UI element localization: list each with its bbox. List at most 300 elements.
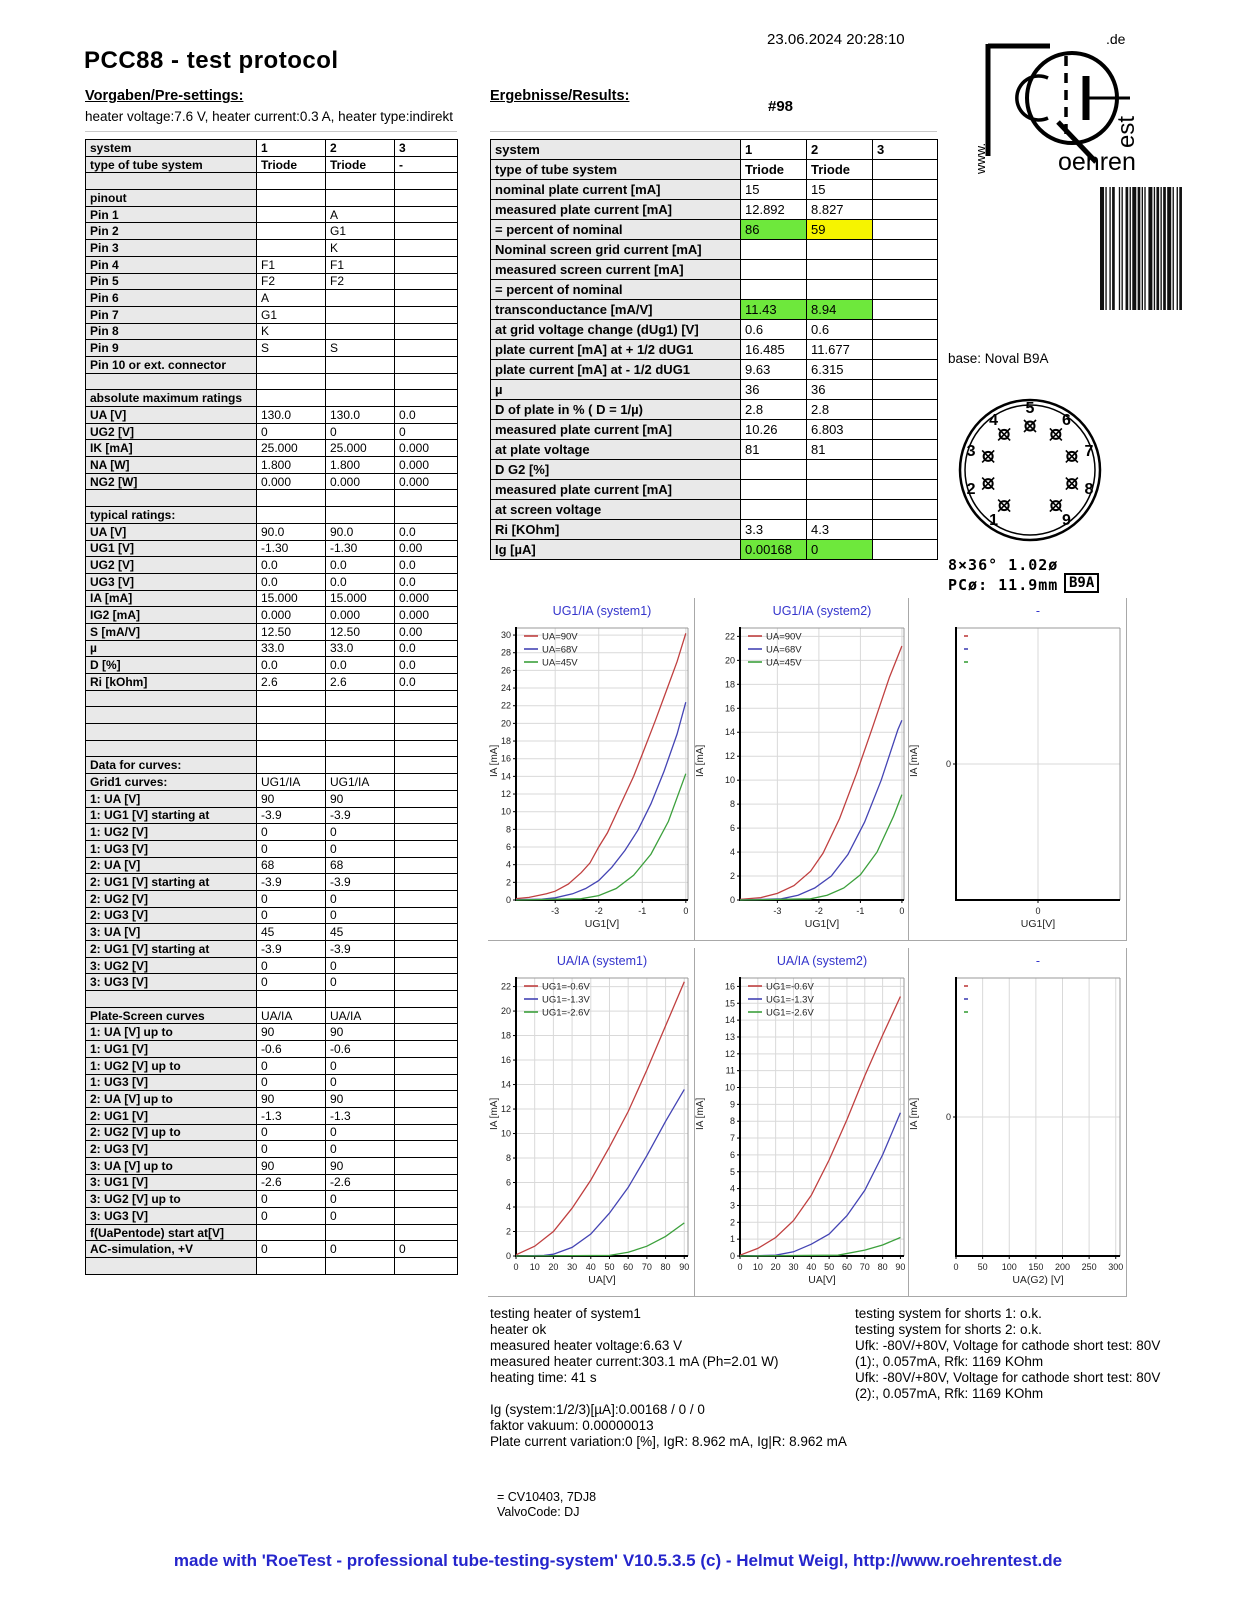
row-label: 2: UG3 [V] <box>86 1141 257 1158</box>
row-label: Pin 3 <box>86 240 257 257</box>
table-row <box>491 340 938 360</box>
row-label: system <box>86 140 257 157</box>
chart-plot <box>488 622 694 920</box>
row-label: type of tube system <box>491 160 741 180</box>
chart-title: - <box>1035 954 1041 968</box>
table-row <box>86 1124 458 1141</box>
svg-text:0: 0 <box>945 1112 951 1122</box>
row-value-1: 0 <box>257 974 326 991</box>
row-value-2 <box>326 991 395 1008</box>
svg-text:0: 0 <box>899 906 905 916</box>
row-value-2: 45 <box>326 924 395 941</box>
text-line: (2):, 0.057mA, Rfk: 1169 KOhm <box>855 1386 1044 1401</box>
svg-text:0: 0 <box>1035 906 1041 916</box>
row-label: f(UaPentode) start at[V] <box>86 1224 257 1241</box>
row-value-2 <box>326 190 395 207</box>
row-value-1: 25.000 <box>257 440 326 457</box>
row-label: system <box>491 140 741 160</box>
row-label: UA [V] <box>86 523 257 540</box>
row-value-2: 2.8 <box>807 400 873 420</box>
table-row <box>86 156 458 173</box>
table-row <box>86 957 458 974</box>
svg-text:UG1=-2.6V: UG1=-2.6V <box>766 1007 814 1019</box>
row-value-2 <box>807 500 873 520</box>
svg-text:5: 5 <box>729 1166 735 1177</box>
row-value-3 <box>395 824 458 841</box>
svg-text:UA=45V: UA=45V <box>542 657 578 669</box>
row-label: nominal plate current [mA] <box>491 180 741 200</box>
pin-1 <box>989 500 1010 530</box>
row-value-2: 0.000 <box>326 607 395 624</box>
row-value-1: 12.892 <box>741 200 807 220</box>
row-value-2: 0 <box>326 890 395 907</box>
row-value-2: F1 <box>326 256 395 273</box>
pin-6 <box>1050 412 1071 441</box>
row-value-1: 1.800 <box>257 457 326 474</box>
row-value-1: Triode <box>257 156 326 173</box>
table-row <box>491 500 938 520</box>
row-label: type of tube system <box>86 156 257 173</box>
table-row <box>86 256 458 273</box>
row-value-2: 15 <box>807 180 873 200</box>
row-value-3: 0 <box>395 423 458 440</box>
row-label: D of plate in % ( D = 1/µ) <box>491 400 741 420</box>
svg-text:3: 3 <box>729 1200 735 1211</box>
row-value-2: -3.9 <box>326 807 395 824</box>
table-row <box>491 540 938 560</box>
row-value-1: 0.00168 <box>741 540 807 560</box>
row-value-3 <box>395 890 458 907</box>
row-value-1: 15 <box>741 180 807 200</box>
table-row <box>86 223 458 240</box>
row-value-3 <box>395 724 458 741</box>
svg-text:-2: -2 <box>814 906 823 916</box>
report-datetime: 23.06.2024 20:28:10 <box>767 31 905 48</box>
table-row <box>86 1074 458 1091</box>
text-line: faktor vakuum: 0.00000013 <box>490 1418 654 1433</box>
base-caption-2: PCø: 11.9mm <box>948 576 1059 594</box>
row-value-2 <box>326 490 395 507</box>
table-row <box>491 260 938 280</box>
row-value-3 <box>395 1124 458 1141</box>
row-value-2: 68 <box>326 857 395 874</box>
table-row <box>86 457 458 474</box>
svg-text:30: 30 <box>788 1262 799 1272</box>
row-value-1 <box>741 480 807 500</box>
row-label: Pin 7 <box>86 306 257 323</box>
row-value-3 <box>873 320 938 340</box>
row-value-2 <box>326 306 395 323</box>
row-value-1: 0 <box>257 1191 326 1208</box>
row-value-1: F1 <box>257 256 326 273</box>
svg-text:-3: -3 <box>551 906 560 916</box>
table-row <box>491 240 938 260</box>
results-table <box>490 139 938 560</box>
svg-text:14: 14 <box>724 727 735 738</box>
svg-text:2: 2 <box>729 1217 735 1228</box>
table-row <box>86 1174 458 1191</box>
row-value-2 <box>326 507 395 524</box>
svg-text:70: 70 <box>641 1262 652 1272</box>
row-value-1 <box>257 206 326 223</box>
row-label <box>86 490 257 507</box>
table-row <box>86 657 458 674</box>
table-row <box>86 590 458 607</box>
row-value-1: A <box>257 290 326 307</box>
row-label: Pin 8 <box>86 323 257 340</box>
tube-serial-number: #98 <box>768 98 794 115</box>
row-label: 3: UA [V] <box>86 924 257 941</box>
chart-title: UA/IA (system1) <box>556 954 648 968</box>
row-label: D G2 [%] <box>491 460 741 480</box>
row-value-1: 0 <box>257 957 326 974</box>
row-value-3 <box>395 974 458 991</box>
svg-text:8: 8 <box>1084 481 1094 499</box>
row-value-3: 0.0 <box>395 557 458 574</box>
row-value-1 <box>257 991 326 1008</box>
pin-7 <box>1066 443 1094 463</box>
row-value-1: 90 <box>257 790 326 807</box>
row-label: transconductance [mA/V] <box>491 300 741 320</box>
row-label: Pin 9 <box>86 340 257 357</box>
row-value-1: 0 <box>257 1241 326 1258</box>
row-value-3 <box>395 373 458 390</box>
row-label: UG2 [V] <box>86 557 257 574</box>
table-row <box>86 890 458 907</box>
chart- <box>908 598 1127 941</box>
row-value-2: 6.315 <box>807 360 873 380</box>
page-title: PCC88 - test protocol <box>84 47 339 74</box>
row-value-3 <box>873 520 938 540</box>
table-row <box>491 180 938 200</box>
table-row <box>86 323 458 340</box>
row-value-2: 8.827 <box>807 200 873 220</box>
row-value-3: 0.0 <box>395 674 458 691</box>
table-row <box>86 407 458 424</box>
row-value-2 <box>807 260 873 280</box>
table-row <box>86 874 458 891</box>
row-label: IG2 [mA] <box>86 607 257 624</box>
row-value-2: 0 <box>326 423 395 440</box>
row-label: 3: UG2 [V] <box>86 957 257 974</box>
svg-text:6: 6 <box>505 1177 511 1188</box>
row-label: measured screen current [mA] <box>491 260 741 280</box>
svg-text:30: 30 <box>500 630 511 641</box>
row-value-1: 16.485 <box>741 340 807 360</box>
presettings-heading: Vorgaben/Pre-settings: <box>85 88 244 104</box>
row-value-1: 0.0 <box>257 657 326 674</box>
table-row <box>86 1024 458 1041</box>
row-value-1: 90 <box>257 1157 326 1174</box>
row-value-2: G1 <box>326 223 395 240</box>
row-value-1 <box>257 690 326 707</box>
row-value-2: -3.9 <box>326 874 395 891</box>
row-value-2: UG1/IA <box>326 774 395 791</box>
svg-text:UG1=-1.3V: UG1=-1.3V <box>766 994 814 1006</box>
svg-text:UG1=-1.3V: UG1=-1.3V <box>542 994 590 1006</box>
row-label: 1: UG1 [V] <box>86 1041 257 1058</box>
row-value-3: 0.0 <box>395 523 458 540</box>
row-value-3 <box>395 707 458 724</box>
table-row <box>86 373 458 390</box>
text-line: testing system for shorts 2: o.k. <box>855 1322 1042 1337</box>
row-value-1: -3.9 <box>257 941 326 958</box>
svg-text:4: 4 <box>989 411 999 429</box>
row-label: 1: UG1 [V] starting at <box>86 807 257 824</box>
svg-text:10: 10 <box>500 1128 511 1139</box>
row-label: 3: UG1 [V] <box>86 1174 257 1191</box>
table-row <box>86 907 458 924</box>
row-value-2: -3.9 <box>326 941 395 958</box>
row-value-2: 0 <box>326 907 395 924</box>
table-row <box>86 1258 458 1275</box>
row-label: pinout <box>86 190 257 207</box>
row-label: 2: UG3 [V] <box>86 907 257 924</box>
row-value-2: 12.50 <box>326 623 395 640</box>
svg-text:18: 18 <box>500 1030 511 1041</box>
row-label: Pin 4 <box>86 256 257 273</box>
row-value-3 <box>873 160 938 180</box>
row-value-1 <box>257 490 326 507</box>
heater-test-block <box>490 1306 779 1386</box>
chart-ua-ia-system2 <box>694 948 909 1297</box>
row-value-3: 0.0 <box>395 407 458 424</box>
svg-text:28: 28 <box>500 647 511 658</box>
row-value-3 <box>395 1174 458 1191</box>
heater-settings-line: heater voltage:7.6 V, heater current:0.3 A, heater type:indirekt <box>85 109 453 124</box>
table-row <box>86 824 458 841</box>
svg-text:14: 14 <box>500 1079 511 1090</box>
row-value-2: 81 <box>807 440 873 460</box>
row-value-3 <box>395 390 458 407</box>
row-value-3 <box>395 991 458 1008</box>
row-value-2: S <box>326 340 395 357</box>
row-value-3 <box>873 300 938 320</box>
text-line: testing system for shorts 1: o.k. <box>855 1306 1042 1321</box>
row-value-1: Triode <box>741 160 807 180</box>
ig-vacuum-block <box>490 1402 847 1450</box>
row-value-2: F2 <box>326 273 395 290</box>
svg-text:0: 0 <box>945 759 951 769</box>
row-value-3 <box>395 1057 458 1074</box>
svg-text:60: 60 <box>623 1262 634 1272</box>
results-heading: Ergebnisse/Results: <box>490 88 630 104</box>
row-label: at grid voltage change (dUg1) [V] <box>491 320 741 340</box>
row-label: Ri [KOhm] <box>491 520 741 540</box>
row-value-3 <box>395 273 458 290</box>
row-value-1 <box>257 724 326 741</box>
row-value-1: 0 <box>257 1074 326 1091</box>
chart-ug1-ia-system1 <box>488 598 695 941</box>
row-label <box>86 724 257 741</box>
row-value-1 <box>257 507 326 524</box>
table-row <box>86 1191 458 1208</box>
table-row <box>491 160 938 180</box>
row-value-2: 1.800 <box>326 457 395 474</box>
row-value-3 <box>873 500 938 520</box>
svg-text:20: 20 <box>548 1262 559 1272</box>
row-value-2: 0 <box>326 974 395 991</box>
svg-text:14: 14 <box>500 771 511 782</box>
row-value-1 <box>257 1224 326 1241</box>
table-row <box>86 190 458 207</box>
svg-text:90: 90 <box>895 1262 906 1272</box>
row-value-3 <box>395 223 458 240</box>
table-row <box>86 857 458 874</box>
pin-9 <box>1050 500 1071 530</box>
row-label: 1: UA [V] up to <box>86 1024 257 1041</box>
svg-text:22: 22 <box>500 700 511 711</box>
svg-text:16: 16 <box>724 703 735 714</box>
text-line: measured heater current:303.1 mA (Ph=2.01 W) <box>490 1354 779 1369</box>
row-value-1 <box>741 240 807 260</box>
row-value-2: 0 <box>326 1124 395 1141</box>
row-value-1: UG1/IA <box>257 774 326 791</box>
table-row <box>86 1141 458 1158</box>
svg-text:40: 40 <box>585 1262 596 1272</box>
row-value-2: 0 <box>326 840 395 857</box>
svg-text:250: 250 <box>1081 1262 1097 1272</box>
table-row <box>491 520 938 540</box>
row-value-3: 0.000 <box>395 473 458 490</box>
table-row <box>86 790 458 807</box>
row-value-3 <box>395 1224 458 1241</box>
row-value-3 <box>395 740 458 757</box>
row-label: = percent of nominal <box>491 280 741 300</box>
table-row <box>86 674 458 691</box>
table-row <box>86 1041 458 1058</box>
svg-text:8: 8 <box>505 824 511 835</box>
row-value-2 <box>807 240 873 260</box>
row-value-1 <box>257 757 326 774</box>
row-value-3 <box>395 306 458 323</box>
row-value-1 <box>257 740 326 757</box>
row-value-3 <box>395 340 458 357</box>
svg-text:0: 0 <box>505 1251 511 1261</box>
row-label: IA [mA] <box>86 590 257 607</box>
row-value-3 <box>395 857 458 874</box>
table-row <box>86 1241 458 1258</box>
row-value-1: 15.000 <box>257 590 326 607</box>
row-value-2 <box>326 724 395 741</box>
row-value-3 <box>873 240 938 260</box>
table-row <box>86 173 458 190</box>
table-row <box>86 1224 458 1241</box>
row-value-1: 81 <box>741 440 807 460</box>
row-value-1: 2.6 <box>257 674 326 691</box>
row-value-2 <box>326 1224 395 1241</box>
svg-text:-2: -2 <box>594 906 603 916</box>
row-value-1: 1 <box>257 140 326 157</box>
row-value-3: 3 <box>395 140 458 157</box>
row-value-3: 0.0 <box>395 657 458 674</box>
row-value-3 <box>395 757 458 774</box>
presettings-table <box>85 139 458 1275</box>
row-value-3 <box>395 507 458 524</box>
table-row <box>86 273 458 290</box>
row-value-1: 0 <box>257 907 326 924</box>
row-label: NG2 [W] <box>86 473 257 490</box>
table-row <box>86 774 458 791</box>
pin-3 <box>967 443 995 463</box>
row-value-2: 0 <box>807 540 873 560</box>
row-value-3 <box>395 807 458 824</box>
row-value-2 <box>326 390 395 407</box>
chart-ylabel: IA [mA] <box>695 744 706 778</box>
table-row <box>86 490 458 507</box>
row-value-1 <box>257 173 326 190</box>
row-label: IK [mA] <box>86 440 257 457</box>
row-value-1 <box>741 260 807 280</box>
row-label: 3: UG2 [V] up to <box>86 1191 257 1208</box>
table-row <box>86 557 458 574</box>
svg-text:4: 4 <box>729 847 735 858</box>
svg-text:-3: -3 <box>773 906 782 916</box>
text-line: heating time: 41 s <box>490 1370 597 1385</box>
row-label: 2: UA [V] <box>86 857 257 874</box>
row-label: 2: UA [V] up to <box>86 1091 257 1108</box>
row-value-3 <box>873 260 938 280</box>
row-label <box>86 707 257 724</box>
row-value-2: 4.3 <box>807 520 873 540</box>
svg-text:10: 10 <box>500 806 511 817</box>
row-value-1: -1.3 <box>257 1107 326 1124</box>
chart-plot <box>694 622 908 920</box>
svg-text:22: 22 <box>500 981 511 992</box>
row-label: 2: UG1 [V] <box>86 1107 257 1124</box>
row-value-2: 15.000 <box>326 590 395 607</box>
text-line: heater ok <box>490 1322 547 1337</box>
row-value-3 <box>395 323 458 340</box>
row-label: Ri [kOhm] <box>86 674 257 691</box>
text-line: Ufk: -80V/+80V, Voltage for cathode short test: 80V <box>855 1338 1161 1353</box>
row-value-1: 90 <box>257 1091 326 1108</box>
row-value-3 <box>395 874 458 891</box>
svg-text:18: 18 <box>724 679 735 690</box>
row-value-3 <box>873 460 938 480</box>
chart-title: UG1/IA (system2) <box>772 604 872 618</box>
row-label: Grid1 curves: <box>86 774 257 791</box>
svg-text:6: 6 <box>729 1149 735 1160</box>
table-row <box>491 140 938 160</box>
chart-ylabel: IA [mA] <box>909 744 920 778</box>
svg-text:30: 30 <box>567 1262 578 1272</box>
chart-plot <box>908 622 1126 920</box>
logo-text-oehren: oehren <box>1058 148 1136 176</box>
row-label: 3: UG3 [V] <box>86 974 257 991</box>
svg-text:UG1=-0.6V: UG1=-0.6V <box>766 981 814 993</box>
row-label: 1: UG3 [V] <box>86 1074 257 1091</box>
row-label: at screen voltage <box>491 500 741 520</box>
row-label <box>86 991 257 1008</box>
chart-title: UG1/IA (system1) <box>552 604 652 618</box>
svg-text:UA=68V: UA=68V <box>542 644 578 656</box>
base-label: base: Noval B9A <box>948 351 1049 366</box>
row-value-2 <box>326 690 395 707</box>
table-row <box>86 607 458 624</box>
row-value-3 <box>395 190 458 207</box>
svg-text:0: 0 <box>953 1262 959 1272</box>
row-label: µ <box>86 640 257 657</box>
svg-text:20: 20 <box>724 655 735 666</box>
svg-text:80: 80 <box>660 1262 671 1272</box>
chart-xlabel: UA[V] <box>588 1274 616 1286</box>
row-value-1 <box>257 190 326 207</box>
table-row <box>491 460 938 480</box>
table-row <box>491 360 938 380</box>
table-row <box>491 440 938 460</box>
row-value-1: 68 <box>257 857 326 874</box>
